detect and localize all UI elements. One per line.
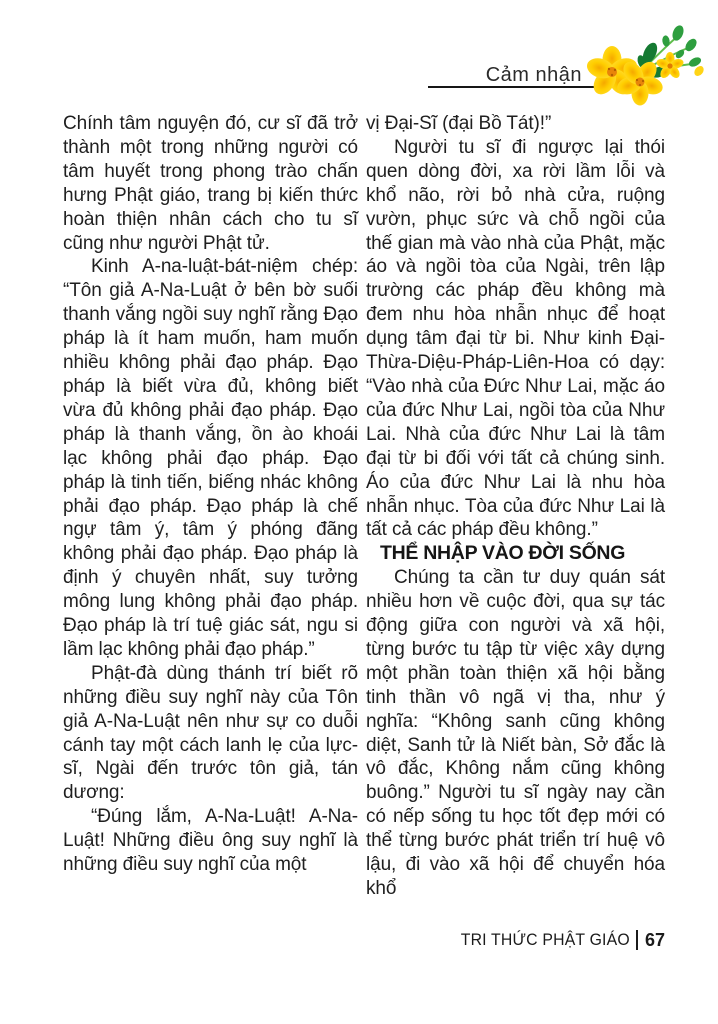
paragraph-praise: “Đúng lắm, A-Na-Luật! A-Na-Luật! Những điều ông suy nghĩ là những điều suy nghĩ của một — [63, 806, 358, 876]
paragraph-buddha-knows: Phật-đà dùng thánh trí biết rõ những điều suy nghĩ này của Tôn giả A-Na-Luật nên như sự co duỗi cánh tay một cách lanh lẹ của lực-sĩ, Ngài đến trước tôn giả, tán dương: — [63, 662, 358, 804]
apricot-blossom-icon — [578, 20, 710, 108]
paragraph-praise-continuation: vị Đại-Sĩ (đại Bồ Tát)!” — [366, 113, 552, 134]
page-number: 67 — [644, 929, 665, 950]
section-heading: THỂ NHẬP VÀO ĐỜI SỐNG — [380, 542, 626, 565]
section-label: Cảm nhận — [485, 64, 582, 86]
left-column — [63, 112, 358, 877]
paragraph-sutra-quote: Kinh A-na-luật-bát-niệm chép: “Tôn giả A-Na-Luật ở bên bờ suối thanh vắng ngồi suy nghĩ rằng Đạo pháp là ít ham muốn, ham muốn nhiều không phải đạo pháp. Đạo pháp là biết vừa đủ, không biết vừa đủ không phải đạo pháp. Đạo pháp là thanh vắng, ồn ào khoái lạc không phải đạo pháp. Đạo pháp là tinh tiến, biếng nhác không phải đạo pháp. Đạo pháp là chế ngự tâm ý, tâm ý phóng đãng không phải đạo pháp. Đạo pháp là định ý chuyên nhất, suy tưởng mông lung không phải đạo pháp. Đạo pháp là trí tuệ giác sát, ngu si lầm lạc không phải đạo pháp.” — [63, 256, 358, 660]
paragraph-lotus-sutra: Người tu sĩ đi ngược lại thói quen dòng đời, xa rời lầm lỗi và khổ não, rời bỏ nhà cửa, ruộng vườn, phục sức và chỗ ngồi của thế gian mà vào nhà của Phật, mặc áo và ngồi tòa của Ngài, trên lập trường các pháp đều không mà đem nhu hòa nhẫn nhục để hoạt dụng tâm đại từ bi. Như kinh Đại-Thừa-Diệu-Pháp-Liên-Hoa có dạy: “Vào nhà của Đức Như Lai, mặc áo của đức Như Lai, ngồi tòa của Như Lai. Nhà của đức Như Lai là tâm đại từ bi đối với tất cả chúng sinh. Áo của đức Như Lai là nhu hòa nhẫn nhục. Tòa của đức Như Lai là tất cả các pháp đều không.” — [366, 136, 665, 541]
right-column — [366, 112, 665, 901]
paragraph-engage-life: Chúng ta cần tư duy quán sát nhiều hơn về cuộc đời, qua sự tác động giữa con người và xã hội, từng bước tu tập từ việc xây dựng một phần toàn thiện xã hội bằng tinh thần vô ngã vị tha, như ý nghĩa: “Không sanh cũng không diệt, Sanh tử là Niết bàn, Sở đắc là vô đắc, Không nắm cũng không buông.” Người tu sĩ ngày nay cần có nếp sống tu học tốt đẹp mới có thể từng bước phát triển trí huệ vô lậu, đi vào xã hội để chuyển hóa khổ — [366, 567, 665, 899]
page-footer — [448, 929, 665, 951]
footer-separator — [636, 930, 638, 950]
journal-title: TRI THỨC PHẬT GIÁO — [460, 930, 630, 949]
paragraph-continuation: Chính tâm nguyện đó, cư sĩ đã trở thành một trong những người có tâm huyết trong phong trào chấn hưng Phật giáo, trang bị kiến thức hoàn thiện nhân cách cho tu sĩ cũng như người Phật tử. — [63, 113, 358, 254]
